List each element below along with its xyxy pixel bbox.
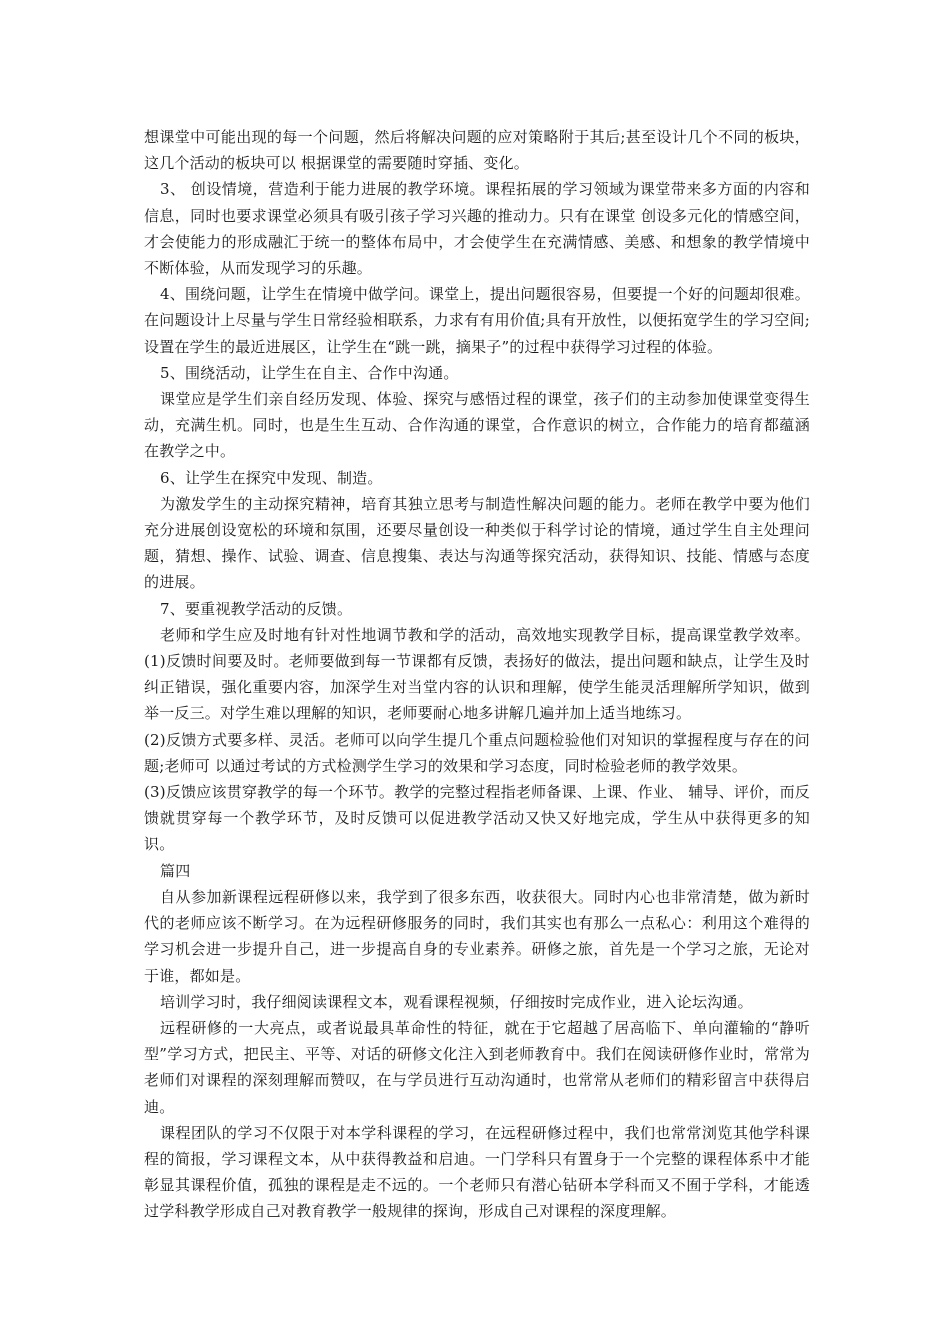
paragraph-item-7-body: 老师和学生应及时地有针对性地调节教和学的活动，高效地实现教学目标，提高课堂教学效率。(1)反馈时间要及时。老师要做到每一节课都有反馈，表扬好的做法，提出问题和缺点，让学生及时纠正错误，强化重要内容，加深学生对当堂内容的认识和理解，使学生能灵活理解所学知识，做到举一反三。对学生难以理解的知识，老师要耐心地多讲解几遍并加上适当地练习。: [144, 625, 810, 723]
paragraph-training: 培训学习时，我仔细阅读课程文本，观看课程视频，仔细按时完成作业，进入论坛沟通。: [160, 992, 753, 1011]
section-heading-part-four: 篇四: [160, 861, 191, 880]
heading-item-6: 6、让学生在探究中发现、制造。: [160, 468, 383, 487]
paragraph-feedback-2: (2)反馈方式要多样、灵活。老师可以向学生提几个重点问题检验他们对知识的掌握程度与存在的问题;老师可 以通过考试的方式检测学生学习的效果和学习态度，同时检验老师的教学效果。: [144, 730, 810, 775]
paragraph-highlight: 远程研修的一大亮点，或者说最具革命性的特征，就在于它超越了居高临下、单向灌输的“静听型”学习方式，把民主、平等、对话的研修文化注入到老师教育中。我们在阅读研修作业时，常常为老师们对课程的深刻理解而赞叹，在与学员进行互动沟通时，也常常从老师们的精彩留言中获得启迪。: [144, 1018, 810, 1116]
paragraph-item-6-body: 为激发学生的主动探究精神，培育其独立思考与制造性解决问题的能力。老师在教学中要为他们充分进展创设宽松的环境和氛围，还要尽量创设一种类似于科学讨论的情境，通过学生自主处理问题，猜想、操作、试验、调查、信息搜集、表达与沟通等探究活动，获得知识、技能、情感与态度的进展。: [144, 494, 810, 592]
paragraph-continuation: 想课堂中可能出现的每一个问题，然后将解决问题的应对策略附于其后;甚至设计几个不同的板块，这几个活动的板块可以 根据课堂的需要随时穿插、变化。: [144, 128, 810, 173]
paragraph-part-four-intro: 自从参加新课程远程研修以来，我学到了很多东西，收获很大。同时内心也非常清楚，做为新时代的老师应该不断学习。在为远程研修服务的同时，我们其实也有那么一点私心：利用这个难得的学习机会进一步提升自己，进一步提高自身的专业素养。研修之旅，首先是一个学习之旅，无论对于谁，都如是。: [144, 887, 810, 985]
paragraph-item-4: 4、围绕问题，让学生在情境中做学问。课堂上，提出问题很容易，但要提一个好的问题却很难。在问题设计上尽量与学生日常经验相联系，力求有有用价值;具有开放性，以便拓宽学生的学习空间;设置在学生的最近进展区，让学生在“跳一跳，摘果子”的过程中获得学习过程的体验。: [144, 285, 810, 356]
heading-item-5: 5、围绕活动，让学生在自主、合作中沟通。: [160, 363, 459, 382]
heading-item-7: 7、要重视教学活动的反馈。: [160, 599, 353, 618]
paragraph-feedback-3: (3)反馈应该贯穿教学的每一个环节。教学的完整过程指老师备课、上课、作业、 辅导、评价，而反馈就贯穿每一个教学环节，及时反馈可以促进教学活动又快又好地完成，学生从中获得更多的知识。: [144, 783, 810, 854]
paragraph-team-learning: 课程团队的学习不仅限于对本学科课程的学习，在远程研修过程中，我们也常常浏览其他学科课程的简报，学习课程文本，从中获得教益和启迪。一门学科只有置身于一个完整的课程体系中才能彰显其课程价值，孤独的课程是走不远的。一个老师只有潜心钻研本学科而又不囿于学科，才能透过学科教学形成自己对教育教学一般规律的探询，形成自己对课程的深度理解。: [144, 1123, 810, 1221]
paragraph-item-3: 3、 创设情境，营造利于能力进展的教学环境。课程拓展的学习领域为课堂带来多方面的内容和信息，同时也要求课堂必须具有吸引孩子学习兴趣的推动力。只有在课堂 创设多元化的情感空间，才会使能力的形成融汇于统一的整体布局中，才会使学生在充满情感、美感、和想象的教学情境中不断体验，从而发现学习的乐趣。: [144, 180, 810, 278]
paragraph-item-5-body: 课堂应是学生们亲自经历发现、体验、探究与感悟过程的课堂，孩子们的主动参加使课堂变得生动，充满生机。同时，也是生生互动、合作沟通的课堂，合作意识的树立，合作能力的培育都蕴涵在教学之中。: [144, 390, 810, 461]
